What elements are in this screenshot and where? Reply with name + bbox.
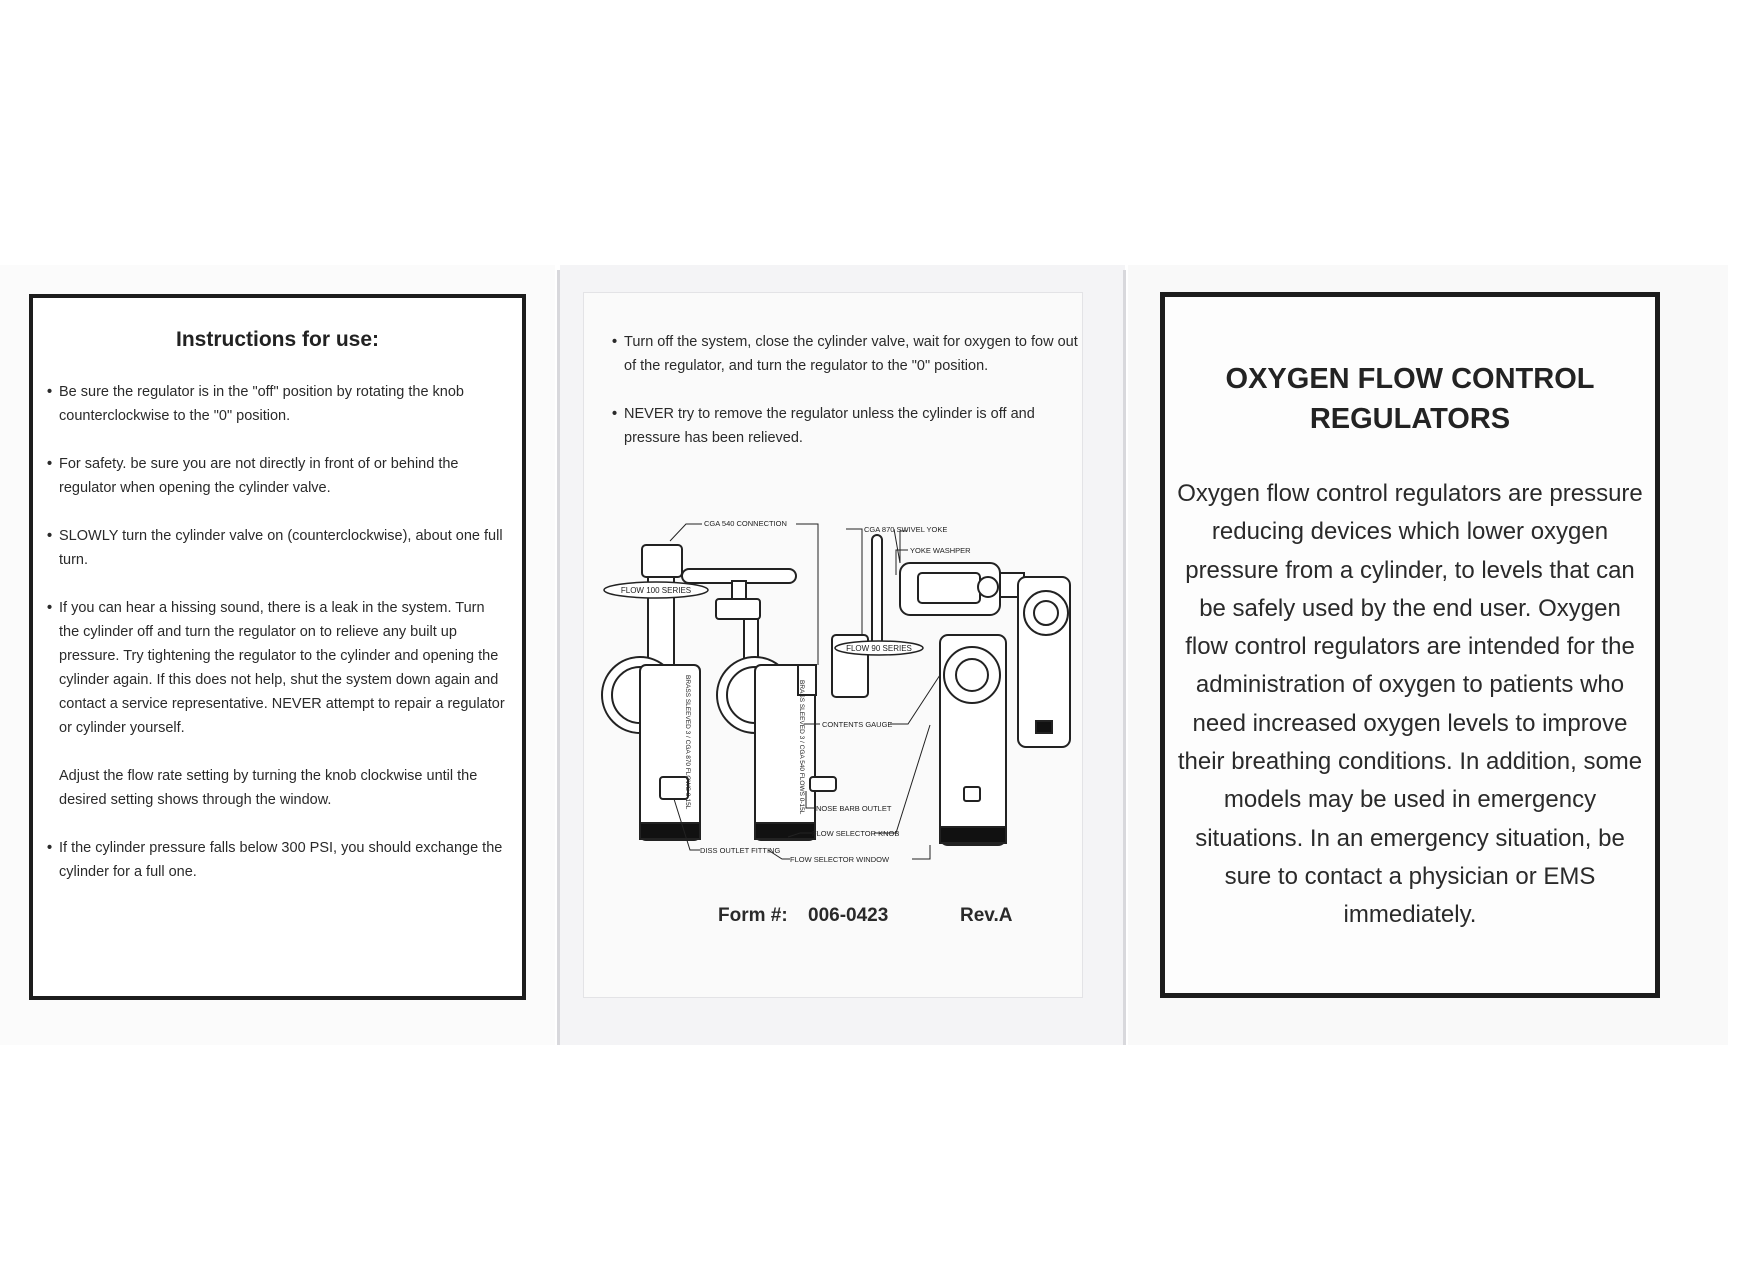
bullet-dot: •	[47, 384, 53, 400]
label-yoke-washer: YOKE WASHPER	[910, 546, 971, 555]
cover-panel	[1160, 292, 1660, 998]
fold-line-left	[557, 270, 560, 1045]
instruction-item	[47, 524, 508, 572]
regulator-flow100-illustration	[1018, 577, 1070, 747]
bullet-dot: •	[612, 406, 618, 422]
bullet-dot: •	[47, 456, 53, 472]
body-label-2: BRASS SLEEVED 3 / CGA 540 FLOWS 0-15L	[798, 680, 805, 815]
bullet-dot: •	[612, 334, 618, 350]
regulator-flow90-illustration	[940, 635, 1006, 845]
instruction-text: If you can hear a hissing sound, there is a leak in the system. Turn the cylinder off and turn the regulator on to relieve any built up pressure. Try tightening the regulator to the cylinder and opening the cylinder again. If this does not help, shut the system down again and contact a service representative. NEVER attempt to repair a regulator or cylinder yourself.	[59, 600, 505, 736]
cover-title-line-1: OXYGEN FLOW CONTROL	[1225, 363, 1595, 395]
label-diss-outlet: DISS OUTLET FITTING	[700, 846, 781, 855]
instructions-panel	[29, 294, 526, 1000]
body-label-1: BRASS SLEEVED 3 / CGA 870 FLOWS 0-15L	[684, 675, 691, 810]
instruction-text: Be sure the regulator is in the "off" position by rotating the knob counterclockwise to the "0" position.	[59, 384, 464, 424]
instruction-text: SLOWLY turn the cylinder valve on (counterclockwise), about one full turn.	[59, 528, 503, 568]
instruction-item	[47, 764, 508, 812]
instruction-item	[612, 330, 1080, 378]
instruction-text: Adjust the flow rate setting by turning the knob clockwise until the desired setting shows through the window.	[59, 768, 478, 808]
instruction-item	[47, 596, 508, 740]
instructions-title: Instructions for use:	[175, 328, 380, 351]
cover-title	[1175, 359, 1645, 439]
instruction-item	[612, 402, 1080, 450]
label-cga870-yoke: CGA 870 SWIVEL YOKE	[864, 525, 948, 534]
revision-label: Rev.A	[960, 905, 1013, 926]
label-nose-barb-outlet: NOSE BARB OUTLET	[816, 804, 892, 813]
form-info	[583, 905, 1083, 935]
instruction-text: NEVER try to remove the regulator unless the cylinder is off and pressure has been relieved.	[624, 406, 1035, 446]
bullet-dot	[47, 764, 59, 812]
regulator-diagram	[600, 515, 1080, 895]
flow90-label: FLOW 90 SERIES	[846, 644, 912, 653]
fold-line-right	[1123, 270, 1126, 1045]
flow90-badge	[835, 641, 923, 655]
instruction-text: If the cylinder pressure falls below 300 PSI, you should exchange the cylinder for a full one.	[59, 840, 503, 880]
bullet-dot: •	[47, 840, 53, 856]
form-label: Form #:	[718, 905, 788, 926]
regulator-cga540-illustration	[682, 569, 836, 840]
middle-instructions	[612, 330, 1080, 474]
flow100-badge	[604, 582, 708, 598]
label-cga540-connection: CGA 540 CONNECTION	[704, 519, 787, 528]
label-flow-selector-knob: FLOW SELECTOR KNOB	[812, 829, 900, 838]
form-number: 006-0423	[808, 905, 889, 926]
bullet-dot: •	[47, 600, 53, 616]
instruction-text: Turn off the system, close the cylinder valve, wait for oxygen to fow out of the regulator, and turn the regulator to the "0" position.	[624, 334, 1078, 374]
label-contents-gauge: CONTENTS GAUGE	[822, 720, 893, 729]
instruction-item	[47, 836, 508, 884]
label-flow-selector-window: FLOW SELECTOR WINDOW	[790, 855, 890, 864]
cga540-connection-nut	[832, 535, 882, 697]
instruction-item	[47, 380, 508, 428]
cover-body: Oxygen flow control regulators are pressure reducing devices which lower oxygen pressure from a cylinder, to levels that can be safely used by the end user. Oxygen flow control regulators are intended for the administration of oxygen to patients who need increased oxygen levels to improve their breathing conditions. In addition, some models may be used in emergency situations. In an emergency situation, be sure to contact a physician or EMS immediately.	[1177, 480, 1643, 929]
instruction-text: For safety. be sure you are not directly in front of or behind the regulator when opening the cylinder valve.	[59, 456, 459, 496]
flow100-label: FLOW 100 SERIES	[620, 586, 692, 595]
bullet-dot: •	[47, 528, 53, 544]
cover-title-line-2: REGULATORS	[1309, 403, 1511, 435]
instruction-item	[47, 452, 508, 500]
swivel-yoke-illustration	[900, 563, 1024, 615]
